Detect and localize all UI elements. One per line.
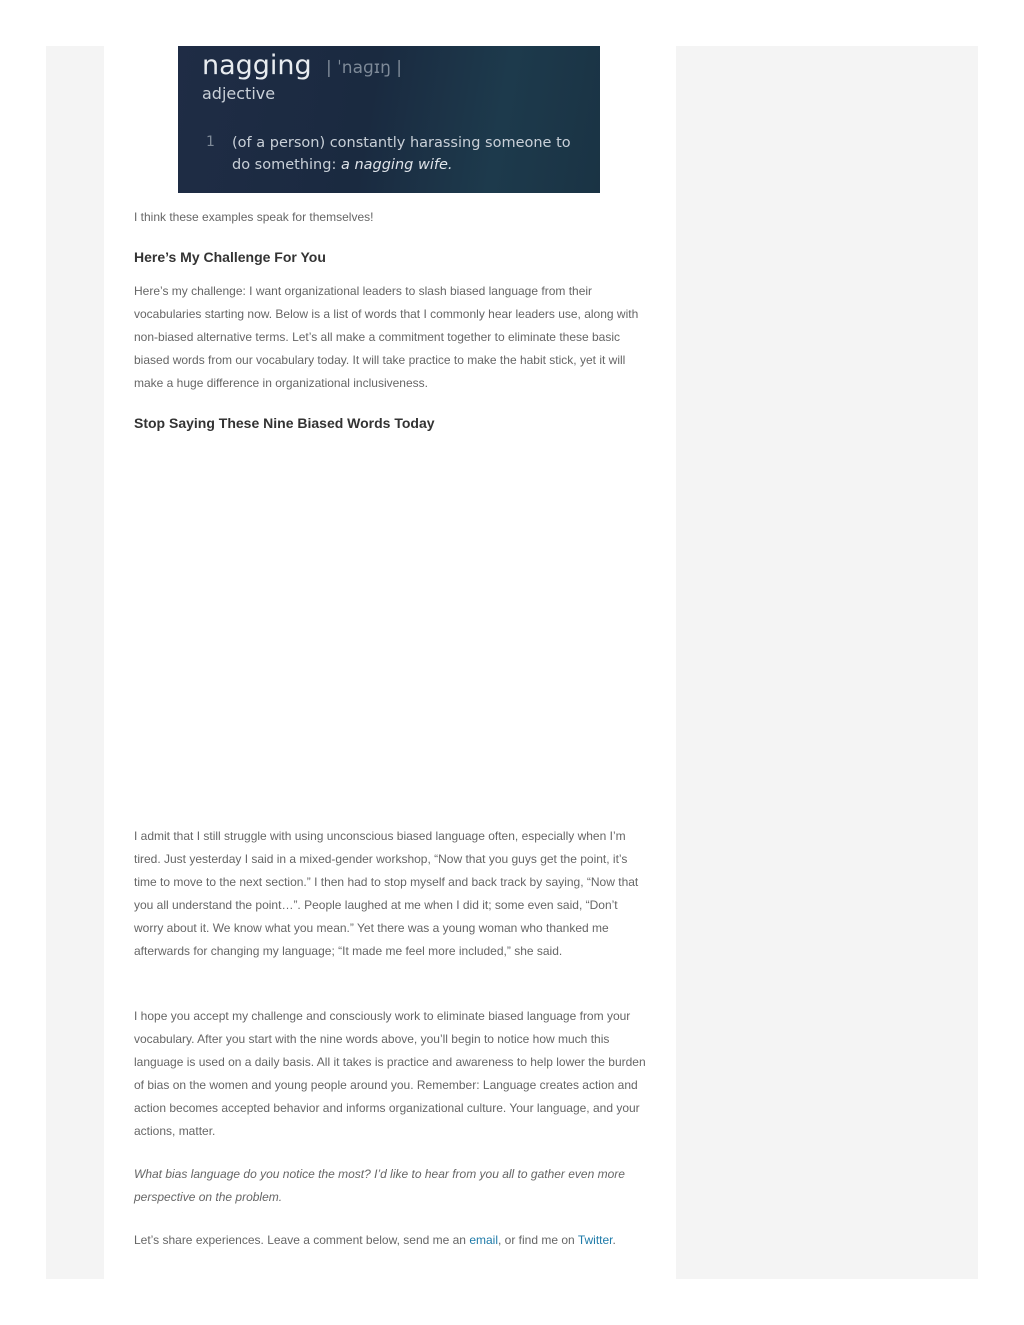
- definition-image: [178, 46, 600, 193]
- sidebar: [676, 46, 978, 1279]
- twitter-link[interactable]: Twitter: [577, 1233, 613, 1247]
- definition-meaning: (of a person) constantly harassing someone to do something:: [232, 135, 571, 173]
- definition-text: [232, 132, 592, 176]
- embedded-content-placeholder: [134, 446, 648, 816]
- definition-example: a nagging wife.: [340, 157, 453, 173]
- heading-nine-words: Stop Saying These Nine Biased Words Today: [134, 415, 435, 431]
- challenge-paragraph: Here’s my challenge: I want organizational leaders to slash biased language from their vocabularies starting now. Below is a list of words that I commonly hear leaders use, along with non-biased alternative terms. Let’s all make a commitment together to eliminate these basic biased words from our vocabulary today. It will take practice to make the habit stick, yet it will make a huge difference in organizational inclusiveness.: [134, 284, 639, 390]
- share-prefix: Let’s share experiences. Leave a comment below, send me an: [134, 1233, 470, 1247]
- definition-pronunciation: | ˈnaɡɪŋ |: [326, 58, 403, 78]
- email-link[interactable]: email: [469, 1233, 498, 1247]
- heading-challenge: Here’s My Challenge For You: [134, 249, 326, 265]
- definition-word: nagging: [202, 50, 312, 81]
- share-middle: , or find me on: [498, 1233, 578, 1247]
- definition-number: 1: [206, 134, 215, 150]
- definition-part-of-speech: adjective: [202, 84, 276, 103]
- intro-paragraph: I think these examples speak for themselves!: [134, 210, 374, 224]
- question-paragraph: What bias language do you notice the most? I’d like to hear from you all to gather even more perspective on the problem.: [134, 1167, 625, 1204]
- share-suffix: .: [612, 1233, 616, 1247]
- article-content: [104, 46, 676, 1279]
- hope-paragraph: I hope you accept my challenge and consciously work to eliminate biased language from your vocabulary. After you start with the nine words above, you’ll begin to notice how much this language is used on a daily basis. All it takes is practice and awareness to help lower the burden of bias on the women and young people around you. Remember: Language creates action and action becomes accepted behavior and informs organizational culture. Your language, and your actions, matter.: [134, 1009, 646, 1138]
- share-paragraph: [134, 1229, 648, 1252]
- struggle-paragraph: I admit that I still struggle with using unconscious biased language often, especially when I’m tired. Just yesterday I said in a mixed-gender workshop, “Now that you guys get the point, it’s time to move to the next section.” I then had to stop myself and back track by saying, “Now that you all understand the point…”. People laughed at me when I did it; some even said, “Don’t worry about it. We know what you mean.” Yet there was a young woman who thanked me afterwards for changing my language; “It made me feel more included,” she said.: [134, 829, 639, 958]
